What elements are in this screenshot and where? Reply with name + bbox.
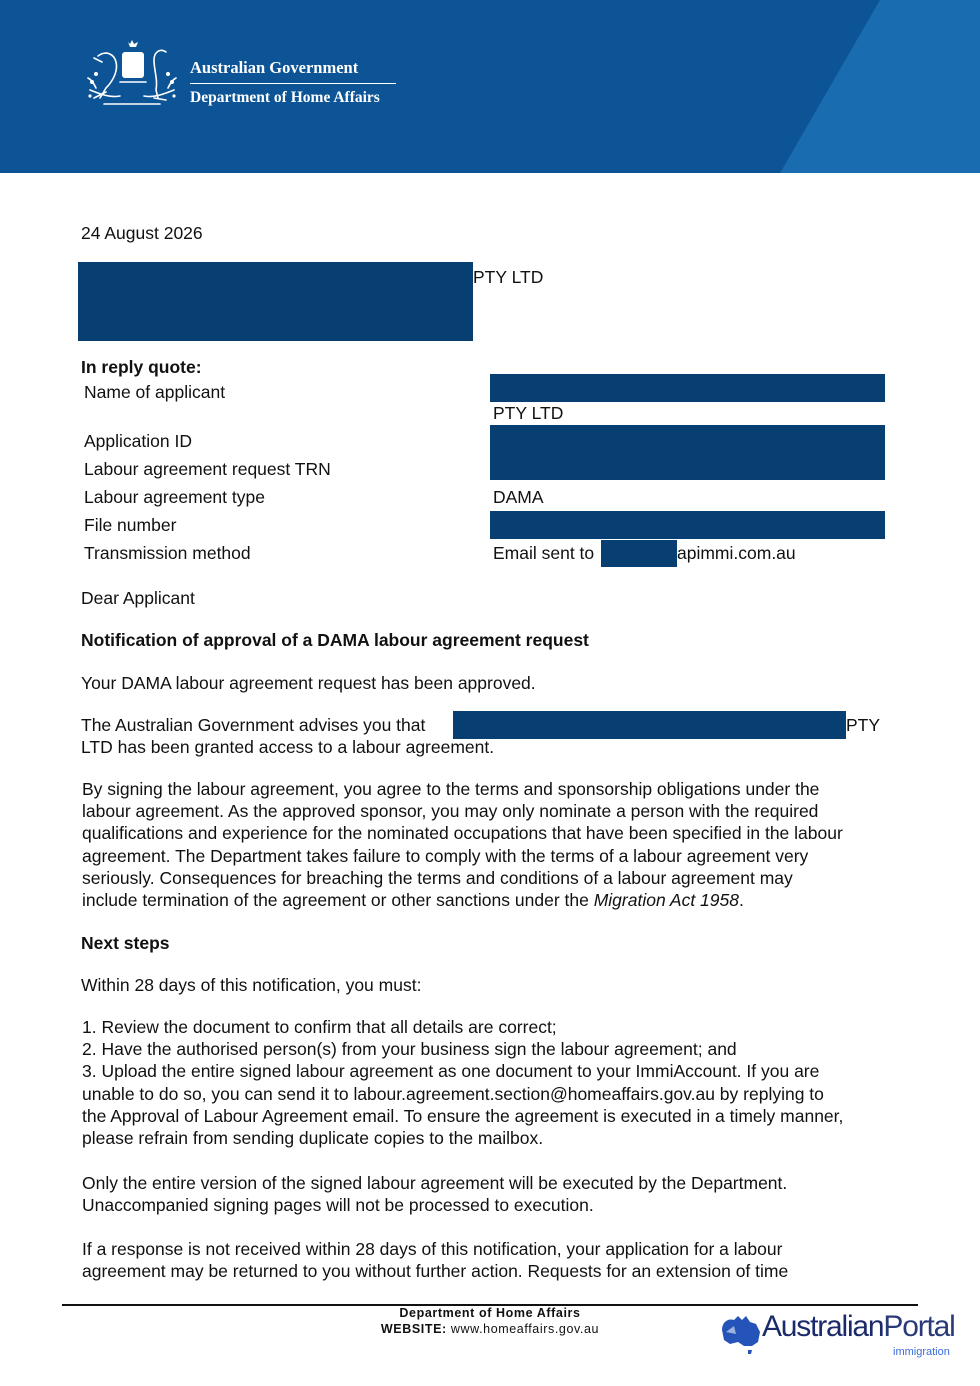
addressee-suffix: PTY LTD [473,267,544,287]
government-name: Australian Government [190,58,359,77]
portal-word-bold: Australian [762,1310,884,1343]
steps-list [82,1016,912,1149]
within-sentence: Within 28 days of this notification, you must: [81,975,422,995]
letterhead-banner [0,0,980,173]
step-line: 1. Review the document to confirm that all details are correct; [82,1017,557,1037]
advises-pty: PTY [846,715,881,735]
approved-sentence: Your DAMA labour agreement request has been approved. [81,673,536,693]
response-paragraph [82,1238,912,1282]
paragraph-line-last [82,889,912,911]
step-line: unable to do so, you can send it to labour.agreement.section@homeaffairs.gov.au by replying to [82,1083,824,1104]
redacted-addressee [78,262,473,341]
paragraph-line: If a response is not received within 28 days of this notification, your application for a labour [82,1239,783,1259]
reply-label-file-number: File number [84,515,177,535]
portal-word-thin: Portal [883,1310,955,1343]
reply-value-transmission-suffix: apimmi.com.au [677,543,796,563]
paragraph-line: seriously. Consequences for breaching the terms and conditions of a labour agreement may [82,867,793,888]
redacted-company-name [453,711,846,739]
paragraph-line: Unaccompanied signing pages will not be processed to execution. [82,1195,594,1216]
reply-value-agreement-type: DAMA [493,487,544,507]
paragraph-line: agreement may be returned to you without further action. Requests for an extension of time [82,1261,789,1282]
redacted-email-user [601,540,677,567]
footer-website-label: WEBSITE: [380,1322,447,1336]
footer-department: Department of Home Affairs [399,1306,581,1320]
execution-paragraph [82,1172,912,1216]
portal-subtitle: immigration [893,1346,950,1358]
reply-label-agreement-type: Labour agreement type [84,487,265,507]
signing-last-end: . [738,890,744,911]
paragraph-line: Only the entire version of the signed labour agreement will be executed by the Department. [82,1173,788,1193]
letter-date: 24 August 2026 [81,223,203,243]
redacted-file-number [490,511,885,539]
coat-of-arms-icon [84,38,180,110]
reply-value-applicant: PTY LTD [493,403,564,423]
paragraph-line: By signing the labour agreement, you agree to the terms and sponsorship obligations under the [82,779,820,799]
reply-label-transmission: Transmission method [84,543,251,563]
reply-label-applicant: Name of applicant [84,382,226,402]
signing-last-prefix: include termination of the agreement or other sanctions under the [82,890,589,911]
signing-paragraph [82,778,912,911]
reply-value-transmission-prefix: Email sent to [493,543,595,563]
paragraph-line: qualifications and experience for the nominated occupations that have been specified in the labour [82,823,843,844]
paragraph-line: labour agreement. As the approved sponsor, you may only nominate a person with the required [82,801,819,822]
step-line: please refrain from sending duplicate copies to the mailbox. [82,1128,544,1149]
banner-stripe [780,0,980,173]
step-line: the Approval of Labour Agreement email. To ensure the agreement is executed in a timely manner, [82,1105,844,1126]
step-line: 3. Upload the entire signed labour agreement as one document to your ImmiAccount. If you are [82,1061,820,1082]
advises-prefix: The Australian Government advises you that [81,715,426,735]
subject-heading: Notification of approval of a DAMA labour agreement request [81,630,589,650]
reply-label-trn: Labour agreement request TRN [84,459,331,479]
reply-heading: In reply quote: [81,357,202,377]
reply-label-application-id: Application ID [84,431,192,451]
salutation: Dear Applicant [81,588,195,608]
advises-line2: LTD has been granted access to a labour agreement. [81,737,495,757]
australian-portal-logo [762,1310,955,1344]
migration-act-title: Migration Act 1958 [593,890,739,911]
redacted-application-id-trn [490,425,885,480]
redacted-applicant-name [490,374,885,402]
next-steps-heading: Next steps [81,933,170,953]
footer-website-url: www.homeaffairs.gov.au [450,1322,600,1336]
australia-map-icon [716,1312,764,1356]
header-rule [190,83,396,84]
department-name: Department of Home Affairs [190,89,380,106]
paragraph-line: agreement. The Department takes failure to comply with the terms of a labour agreement very [82,845,809,866]
step-line: 2. Have the authorised person(s) from your business sign the labour agreement; and [82,1039,737,1060]
